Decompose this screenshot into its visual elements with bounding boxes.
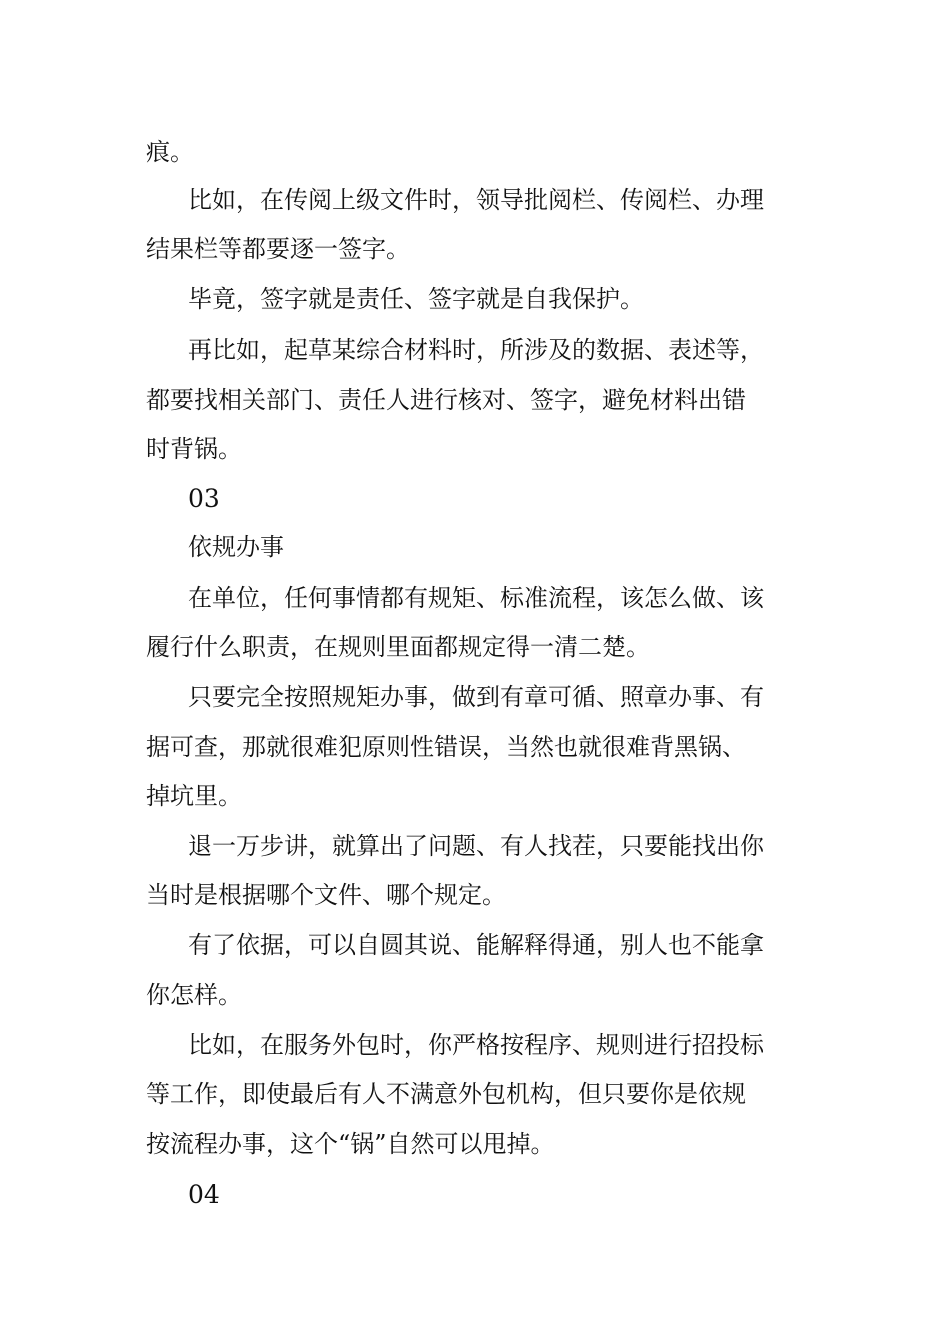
text-line: 结果栏等都要逐一签字。 (146, 235, 410, 263)
text-line: 掉坑里。 (146, 782, 242, 810)
section-number: 03 (188, 484, 220, 513)
paragraph-start: 退一万步讲，就算出了问题、有人找茬，只要能找出你 (188, 832, 764, 860)
text-line: 你怎样。 (146, 981, 242, 1009)
section-heading: 依规办事 (188, 533, 284, 561)
text-line: 痕。 (146, 138, 194, 166)
paragraph-start: 比如，在服务外包时，你严格按程序、规则进行招投标 (188, 1031, 764, 1059)
paragraph-start: 只要完全按照规矩办事，做到有章可循、照章办事、有 (188, 683, 764, 711)
text-line: 按流程办事，这个“锅”自然可以甩掉。 (146, 1130, 555, 1158)
paragraph-start: 毕竟，签字就是责任、签字就是自我保护。 (188, 285, 644, 313)
section-number: 04 (188, 1180, 220, 1209)
text-line: 等工作，即使最后有人不满意外包机构，但只要你是依规 (146, 1080, 746, 1108)
paragraph-start: 在单位，任何事情都有规矩、标准流程，该怎么做、该 (188, 584, 764, 612)
paragraph-start: 有了依据，可以自圆其说、能解释得通，别人也不能拿 (188, 931, 764, 959)
text-line: 都要找相关部门、责任人进行核对、签字，避免材料出错 (146, 386, 746, 414)
text-line: 履行什么职责，在规则里面都规定得一清二楚。 (146, 633, 650, 661)
text-line: 据可查，那就很难犯原则性错误，当然也就很难背黑锅、 (146, 733, 746, 761)
text-line: 时背锅。 (146, 435, 242, 463)
text-line: 当时是根据哪个文件、哪个规定。 (146, 881, 506, 909)
paragraph-start: 比如，在传阅上级文件时，领导批阅栏、传阅栏、办理 (188, 186, 764, 214)
paragraph-start: 再比如，起草某综合材料时，所涉及的数据、表述等， (188, 336, 764, 364)
